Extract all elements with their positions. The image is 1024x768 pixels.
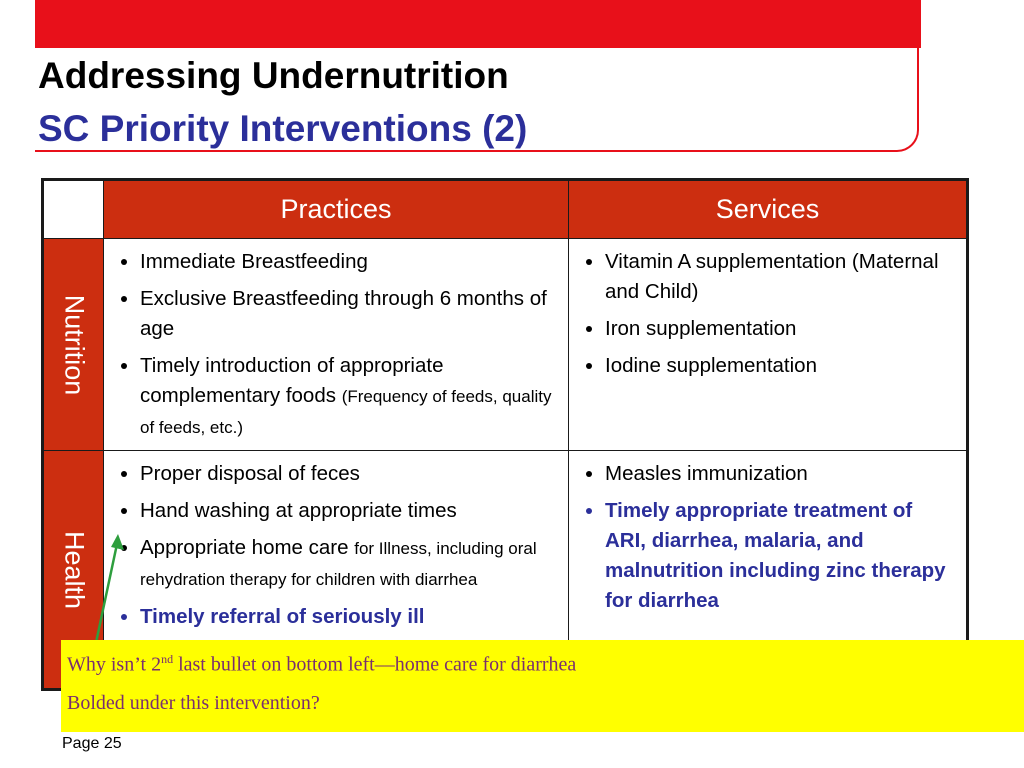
- comment-line-2: Bolded under this intervention?: [67, 692, 320, 714]
- comment-highlight-box: [61, 640, 1024, 732]
- list-item: • Timely appropriate treatment of ARI, diarrhea, malaria, and malnutrition including zinc therapy for diarrhea: [605, 496, 958, 616]
- row-label-nutrition: [43, 239, 104, 451]
- list-item: • Vitamin A supplementation (Maternal and Child): [605, 247, 958, 307]
- list-item: • Proper disposal of feces: [140, 459, 560, 489]
- list-item: • Appropriate home care for Illness, including oral rehydration therapy for children with diarrhea: [140, 533, 560, 595]
- list-item: • Timely referral of seriously ill: [140, 602, 560, 632]
- list-item: • Iodine supplementation: [605, 351, 958, 381]
- table-header-row: [43, 180, 968, 239]
- list-item: • Exclusive Breastfeeding through 6 months of age: [140, 284, 560, 344]
- nutrition-services-cell: [569, 239, 968, 451]
- interventions-table: [41, 178, 969, 691]
- comment-line-1: Why isn’t 2nd last bullet on bottom left––home care for diarrhea: [67, 652, 577, 676]
- list-item: • Immediate Breastfeeding: [140, 247, 560, 277]
- slide-title: Addressing Undernutrition: [38, 55, 509, 96]
- list-item: • Iron supplementation: [605, 314, 958, 344]
- row-label-text: Nutrition: [59, 294, 89, 395]
- nutrition-practices-cell: [104, 239, 569, 451]
- header-practices: Practices: [104, 180, 569, 239]
- list-item: • Timely introduction of appropriate complementary foods (Frequency of feeds, quality of feeds, etc.): [140, 351, 560, 443]
- list-item: • Hand washing at appropriate times: [140, 496, 560, 526]
- list-item: • Measles immunization: [605, 459, 958, 489]
- page-number: Page 25: [62, 735, 122, 752]
- header-services: Services: [569, 180, 968, 239]
- slide-subtitle: SC Priority Interventions (2): [38, 108, 528, 149]
- row-label-text: Health: [59, 530, 89, 609]
- table-row-nutrition: [43, 239, 968, 451]
- table-corner-cell: [43, 180, 104, 239]
